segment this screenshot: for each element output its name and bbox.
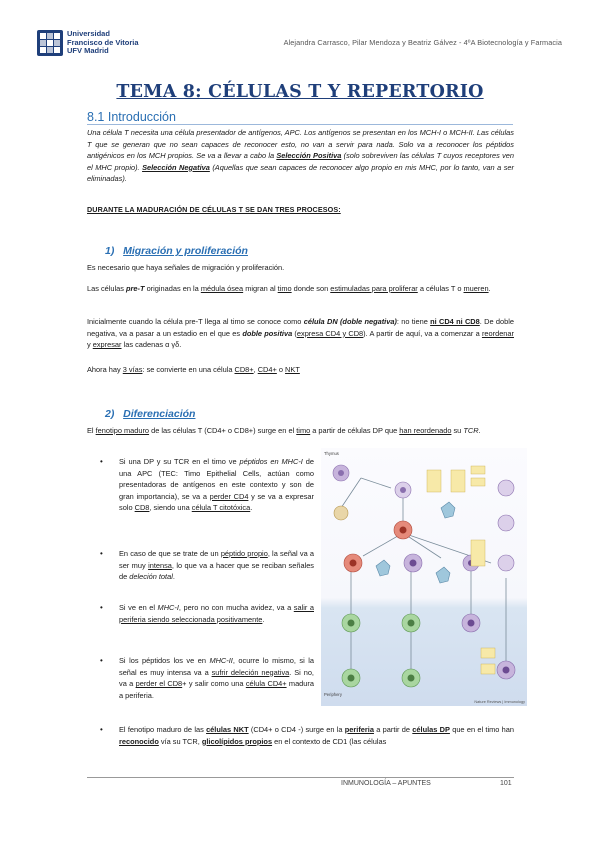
cd4-term: CD4+ — [257, 365, 277, 374]
text: . — [478, 426, 481, 435]
reordenar-term: reordenar — [481, 328, 514, 338]
celulas-dp-term: células DP — [412, 725, 450, 734]
text: de las células T (CD4+ o CD8+) surge en el — [149, 426, 297, 435]
bullet-icon: • — [100, 725, 103, 734]
subsection-differentiation-title — [105, 408, 195, 420]
migration-paragraph-1: Es necesario que haya señales de migración y proliferación. — [87, 263, 285, 272]
seleccion-negativa-term: Selección Negativa — [142, 162, 210, 172]
reordenado-term: han reordenado — [399, 426, 452, 435]
medula-osea-term: médula ósea — [200, 284, 244, 293]
bullet-icon: • — [100, 457, 103, 466]
text: ( — [292, 328, 297, 338]
text: su — [451, 426, 464, 435]
text: El fenotipo maduro de las — [119, 725, 207, 734]
subsection-title-text: Diferenciación — [123, 408, 196, 420]
text: ). A partir de aquí, va a comenzar a — [363, 328, 482, 338]
bullet-text — [119, 655, 314, 703]
text: . Si no, va a — [119, 667, 314, 689]
text: , ocurre lo mismo, si la señal es muy intensa va a — [119, 656, 314, 677]
text: . — [172, 572, 175, 582]
thymus-selection-figure — [321, 448, 527, 706]
mueren-term: mueren — [463, 284, 489, 293]
text: péptido propio — [220, 549, 268, 558]
nkt-term: células NKT — [206, 725, 249, 734]
text: a partir de — [373, 725, 413, 734]
expresa-cd4-cd8-term: expresa CD4 y CD8 — [296, 328, 364, 338]
text: , lo que va a hacer que se reciban señales de — [119, 560, 314, 582]
vias-term: 3 vías — [122, 365, 143, 374]
text: , la señal va a ser muy — [119, 549, 314, 570]
subsection-number: 1) — [105, 245, 115, 257]
text: célula CD4+ — [245, 679, 287, 689]
text: + y salir como una — [182, 679, 246, 689]
text: El — [87, 426, 96, 435]
text: : se convierte en una célula — [142, 365, 235, 374]
text: de una APC (TEC: Timo Epithelial Cells, actúan como presentadoras de antígenos en este contexto y son de gran importancia), se va a — [119, 457, 314, 501]
logo-text: Universidad Francisco de Vitoria UFV Madrid — [67, 29, 139, 56]
intro-text-3: (Aquellas que sean capaces de reconocer algo propio en mis MHC, por lo tanto, van a ser eliminadas). — [87, 162, 514, 184]
figure-credit: Nature Reviews | Immunology — [474, 700, 525, 704]
page-header — [37, 28, 562, 62]
page-number: 101 — [500, 780, 512, 787]
periferia-term: periferia — [344, 725, 374, 734]
text: o — [276, 365, 286, 374]
dn-term: célula DN (doble negativa) — [303, 317, 397, 326]
text: madura a periferia. — [119, 679, 314, 700]
bullet-text — [119, 456, 314, 538]
text: intensa — [148, 560, 172, 570]
subsection-title-text: Migración y proliferación — [123, 245, 248, 257]
text: perder CD4 — [209, 491, 249, 501]
tcr-term: TCR — [463, 426, 479, 435]
footer-divider — [87, 777, 514, 778]
logo-emblem-icon — [37, 30, 63, 56]
text: y — [87, 340, 93, 350]
text: sufrir deleción negativa — [211, 667, 290, 677]
text: originadas en la — [144, 284, 201, 293]
text: , siendo una — [149, 503, 192, 513]
text: en el contexto de CD1 (las células — [272, 736, 387, 746]
university-logo — [37, 28, 147, 60]
text: En caso de que se trate de un — [119, 549, 221, 558]
text: a células T o — [417, 284, 464, 293]
text: Si una DP y su TCR en el timo ve — [119, 457, 240, 466]
text: Las células — [87, 284, 127, 293]
figure-label-periphery: Periphery — [324, 692, 342, 697]
processes-heading: DURANTE LA MADURACIÓN DE CÉLULAS T SE DAN TRES PROCESOS: — [87, 205, 341, 214]
section-title: 8.1 Introducción — [87, 110, 176, 124]
timo-term: timo — [296, 426, 311, 435]
pre-t-term: pre-T — [126, 284, 145, 293]
text: : no tiene — [396, 317, 431, 326]
text: célula T citotóxica — [191, 503, 251, 513]
seleccion-positiva-term: Selección Positiva — [276, 151, 342, 161]
cd8-term: CD8+ — [234, 365, 254, 374]
intro-text-1: Una célula T necesita una célula presentador de antígenos, APC. Los antígenos se presentan en los MCH-I o MCH-II. Las células T que se generan que no sean capaces de reconocer esto, no van a servir para nada. Solo va a reconocer los péptidos antigénicos en los MCH propios. Se va a llevar a cabo la — [87, 128, 514, 161]
text: . De doble negativa, va a pasar a un estadio en el que es — [87, 317, 514, 338]
text: que en el timo han — [449, 725, 514, 734]
differentiation-paragraph — [87, 425, 514, 449]
intro-paragraph — [87, 127, 514, 209]
text: , pero no con mucha avidez, va a — [178, 603, 294, 612]
nkt-text — [119, 724, 514, 747]
text: deleción total — [129, 572, 173, 582]
bullet-icon: • — [100, 549, 103, 558]
text: Si los péptidos los ve en — [119, 656, 210, 665]
text: a partir de células DP que — [310, 426, 400, 435]
section-divider — [87, 124, 513, 125]
subsection-migration-title — [105, 245, 248, 257]
bullet-icon: • — [100, 603, 103, 612]
text: CD8 — [134, 503, 150, 513]
header-authors: Alejandra Carrasco, Pilar Mendoza y Beatriz Gálvez - 4ºA Biotecnología y Farmacia — [283, 38, 562, 47]
glicolipidos-term: glicolípidos propios — [201, 736, 273, 746]
text: migran al — [243, 284, 278, 293]
bullet-text — [119, 602, 314, 638]
reconocido-term: reconocido — [119, 736, 159, 746]
migration-paragraph-3 — [87, 316, 514, 352]
intro-text-2: (solo sobreviven las células T cuyos receptores ven el MHC propio). — [87, 151, 515, 172]
text: salir a periferia siendo seleccionada positivamente — [119, 603, 314, 624]
text: las cadenas α γδ. — [121, 340, 182, 350]
estimuladas-term: estimuladas para proliferar — [330, 284, 418, 293]
text: Si ve en el — [119, 603, 158, 612]
fenotipo-term: fenotipo maduro — [95, 426, 150, 435]
bullet-icon: • — [100, 656, 103, 665]
text: MHC-I — [157, 603, 179, 612]
text: donde son — [291, 284, 331, 293]
text: Ahora hay — [87, 365, 123, 374]
page-title: TEMA 8: CÉLULAS T Y REPERTORIO — [116, 82, 484, 102]
ni-cd4-ni-cd8-term: ni CD4 ni CD8 — [430, 317, 480, 326]
text: . — [488, 284, 491, 293]
text: MHC-II — [209, 656, 233, 665]
text: perder el CD8 — [135, 679, 183, 689]
thymocyte-cells — [333, 465, 514, 572]
text: . — [262, 614, 265, 624]
subsection-number: 2) — [105, 408, 115, 420]
text: Inicialmente cuando la célula pre-T llega al timo se conoce como — [87, 317, 304, 326]
figure-label-thymus: Thymus — [324, 451, 339, 456]
text: . — [250, 503, 253, 513]
text: , — [253, 365, 258, 374]
text: y se va a expresar solo — [119, 491, 314, 513]
nkt-term: NKT — [285, 365, 300, 374]
expresar-term: expresar — [92, 340, 122, 350]
timo-term: timo — [277, 284, 292, 293]
text: (CD4+ o CD4 -) surge en la — [248, 725, 345, 734]
migration-paragraph-4 — [87, 364, 514, 376]
text: vía su TCR, — [158, 736, 202, 746]
bullet-text — [119, 548, 314, 584]
migration-paragraph-2 — [87, 283, 514, 307]
thymus-diagram — [321, 448, 527, 706]
footer-course: INMUNOLOGÍA – APUNTES — [341, 780, 431, 787]
text: péptidos en MHC-I — [239, 457, 303, 466]
doble-positiva-term: doble positiva — [242, 328, 293, 338]
